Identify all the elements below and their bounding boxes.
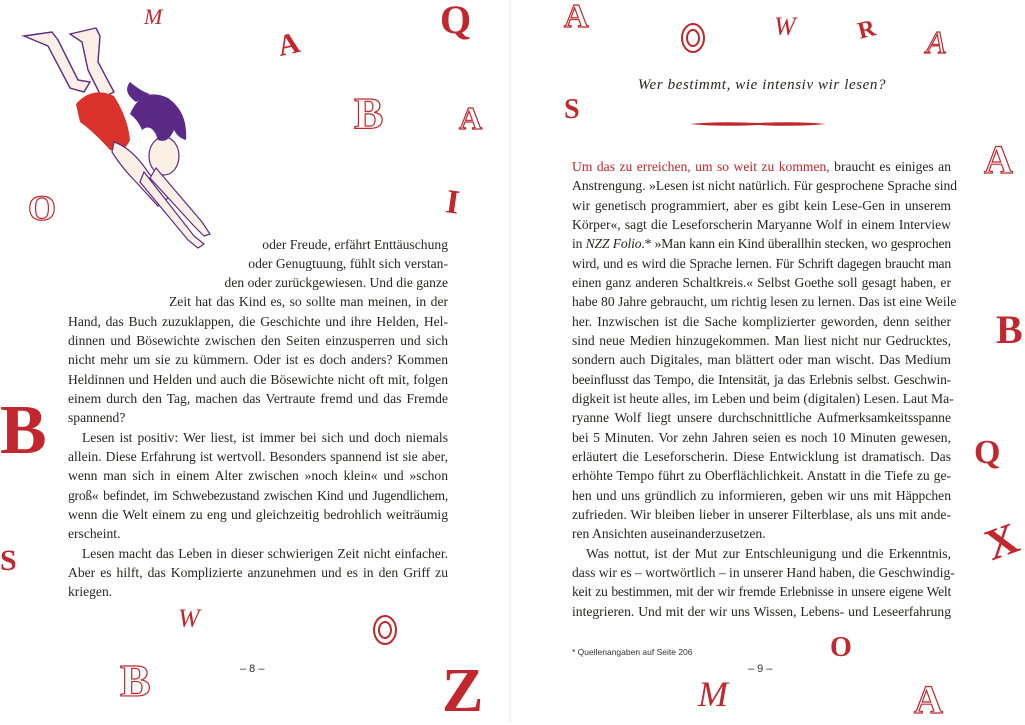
decor-letter: W bbox=[774, 12, 796, 41]
left-line-9: einem durch den Tag, machen das Vertraute fremd und das Fremde bbox=[68, 391, 448, 406]
left-line-12: allein. Diese Erfahrung ist wertvoll. Besonders spannend ist sie aber, bbox=[68, 449, 448, 464]
right-line-9: her. Inzwischen ist die Sache komplizierter geworden, denn seither bbox=[572, 314, 951, 329]
right-line-19: zufrieden. Wir bleiben lieber in unserer Filterblase, als uns mit ande- bbox=[572, 507, 951, 522]
decor-letter: X bbox=[978, 513, 1025, 570]
right-line-21: Was nottut, ist der Mut zur Entschleunigung und die Erkenntnis, bbox=[586, 546, 951, 561]
left-line-6: dinnen und Bösewichte zwischen den Seiten einzusperren und sich bbox=[68, 333, 448, 348]
right-line-10: sind neue Medien hinzugekommen. Man liest nicht nur Gedrucktes, bbox=[572, 333, 951, 348]
right-line-13: digkeit ist heute alles, im Leben und beim (digitalen) Lesen. Laut Ma- bbox=[572, 391, 954, 406]
decor-letter: M bbox=[144, 4, 163, 29]
left-line-4: Zeit hat das Kind es, so sollte man meinen, in der bbox=[169, 294, 448, 309]
left-line-5: Hand, das Buch zuzuklappen, die Geschichte und ihre Helden, Hel- bbox=[68, 314, 448, 329]
decor-letter: A bbox=[926, 24, 946, 60]
decor-letter: W bbox=[178, 604, 200, 633]
decor-letter: I bbox=[443, 183, 462, 222]
left-line-10: spannend? bbox=[68, 410, 126, 425]
right-line-12: beeinflusst das Tempo, die Intensität, ja das Erlebnis selbst. Geschwin- bbox=[572, 372, 951, 387]
right-line-18: hen und uns gründlich zu informieren, geben wir uns mit Häppchen bbox=[572, 488, 951, 503]
right-line-5: in NZZ Folio.* »Man kann ein Kind überallhin stecken, wo gesprochen bbox=[572, 236, 951, 251]
page-number-left: – 8 – bbox=[240, 663, 265, 675]
right-line-22: dass wir es – wortwörtlich – in unserer Hand haben, die Geschwindig- bbox=[572, 565, 955, 580]
fingerprint-blot bbox=[680, 22, 706, 54]
decor-letter: A bbox=[914, 677, 943, 722]
right-line-7: einen ganz anderen Schaltkreis.« Selbst Goethe soll gesagt haben, er bbox=[572, 275, 951, 290]
left-line-14: groß« befindet, im Schwebezustand zwischen Kind und Jugendlichem, bbox=[68, 488, 448, 503]
right-line-4: Körper«, sagt die Leseforscherin Maryanne Wolf in einem Interview bbox=[572, 217, 951, 232]
right-line-6: wird, und es wird die Sprache lernen. Für Schrift dagegen braucht man bbox=[572, 256, 951, 271]
fingerprint-blot bbox=[372, 614, 398, 646]
left-line-15: wenn die Welt einem zu eng und gleichzeitig bedrohlich weiträumig bbox=[68, 507, 448, 522]
left-line-17: Lesen macht das Leben in dieser schwierigen Zeit nicht einfacher. bbox=[82, 546, 448, 561]
decor-letter: M bbox=[698, 674, 728, 714]
decor-letter: B bbox=[0, 392, 47, 469]
right-line-1: Um das zu erreichen, um so weit zu kommen, braucht es einiges an bbox=[572, 159, 951, 174]
right-line-16: erläutert die Leseforscherin. Diese Entwicklung ist dramatisch. Das bbox=[572, 449, 951, 464]
decor-letter: Q bbox=[974, 434, 1001, 471]
footnote: * Quellenangaben auf Seite 206 bbox=[572, 647, 693, 657]
left-line-8: Heldinnen und Helden und auch die Bösewichte nicht oft mit, folgen bbox=[68, 372, 448, 387]
right-line-20: ren Ansichten auseinanderzusetzen. bbox=[572, 526, 766, 541]
decor-letter: B bbox=[120, 655, 151, 706]
decor-letter: O bbox=[28, 188, 57, 228]
left-line-16: erscheint. bbox=[68, 526, 121, 541]
left-line-3: den oder zurückgewiesen. Und die ganze bbox=[224, 275, 448, 290]
decor-letter: B bbox=[354, 89, 384, 138]
right-line-15: bei 5 Minuten. Vor zehn Jahren seien es noch 10 Minuten gewesen, bbox=[572, 430, 951, 445]
decor-letter: Q bbox=[440, 0, 472, 42]
right-line-2: Anstrengung. »Lesen ist nicht natürlich. Für gesprochene Sprache sind bbox=[572, 178, 958, 193]
decor-letter: S bbox=[564, 94, 580, 125]
decor-letter: B bbox=[996, 307, 1023, 352]
book-gutter bbox=[509, 0, 511, 723]
right-line-17: erhöhte Tempo führt zu Oberflächlichkeit. Anstatt in die Tiefe zu ge- bbox=[572, 468, 951, 483]
left-page bbox=[0, 0, 510, 723]
brush-stroke-divider bbox=[688, 120, 828, 128]
lead-in-highlight: Um das zu erreichen, um so weit zu kommen, bbox=[572, 159, 830, 174]
magazine-title: NZZ Folio bbox=[585, 236, 642, 251]
left-line-18: Aber es hilft, das Komplizierte anzunehmen und es in den Griff zu bbox=[68, 565, 448, 580]
left-line-19: kriegen. bbox=[68, 584, 113, 599]
decor-letter: A bbox=[274, 26, 303, 63]
page-number-right: – 9 – bbox=[748, 663, 773, 675]
right-line-23: keit zu bestimmen, mit der wir fremde Erlebnisse in unsere eigene Welt bbox=[572, 584, 951, 599]
decor-letter: R bbox=[855, 15, 879, 45]
left-line-7: nicht mehr um sie zu kümmern. Oder ist es doch anders? Kommen bbox=[68, 352, 448, 367]
decor-letter: A bbox=[459, 100, 483, 136]
decor-letter: A bbox=[564, 0, 589, 35]
decor-letter: O bbox=[830, 632, 852, 663]
right-line-3: wir genetisch programmiert, aber es gibt kein Lese-Gen in unserem bbox=[572, 198, 951, 213]
decor-letter: Z bbox=[442, 657, 484, 725]
left-line-13: wenn man sich in einem Alter zwischen »noch klein« und »schon bbox=[68, 468, 448, 483]
left-line-1: oder Freude, erfährt Enttäuschung bbox=[262, 237, 448, 252]
decor-letter: S bbox=[0, 544, 17, 577]
chapter-heading: Wer bestimmt, wie intensiv wir lesen? bbox=[637, 77, 887, 93]
left-line-2: oder Genugtuung, fühlt sich verstan- bbox=[248, 256, 448, 271]
right-line-11: sondern auch Digitales, man blättert oder man wischt. Das Medium bbox=[572, 352, 951, 367]
right-line-24: integrieren. Und mit der wir uns Wissen, Lebens- und Leseerfahrung bbox=[572, 604, 951, 619]
decor-letter: A bbox=[984, 137, 1013, 182]
right-line-14: ryanne Wolf liegt unsere durchschnittliche Aufmerksamkeitsspanne bbox=[572, 410, 951, 425]
right-line-8: habe 80 Jahre gebraucht, um richtig lesen zu lernen. Das ist eine Weile bbox=[572, 294, 957, 309]
left-line-11: Lesen ist positiv: Wer liest, ist immer bei sich und doch niemals bbox=[82, 430, 448, 445]
